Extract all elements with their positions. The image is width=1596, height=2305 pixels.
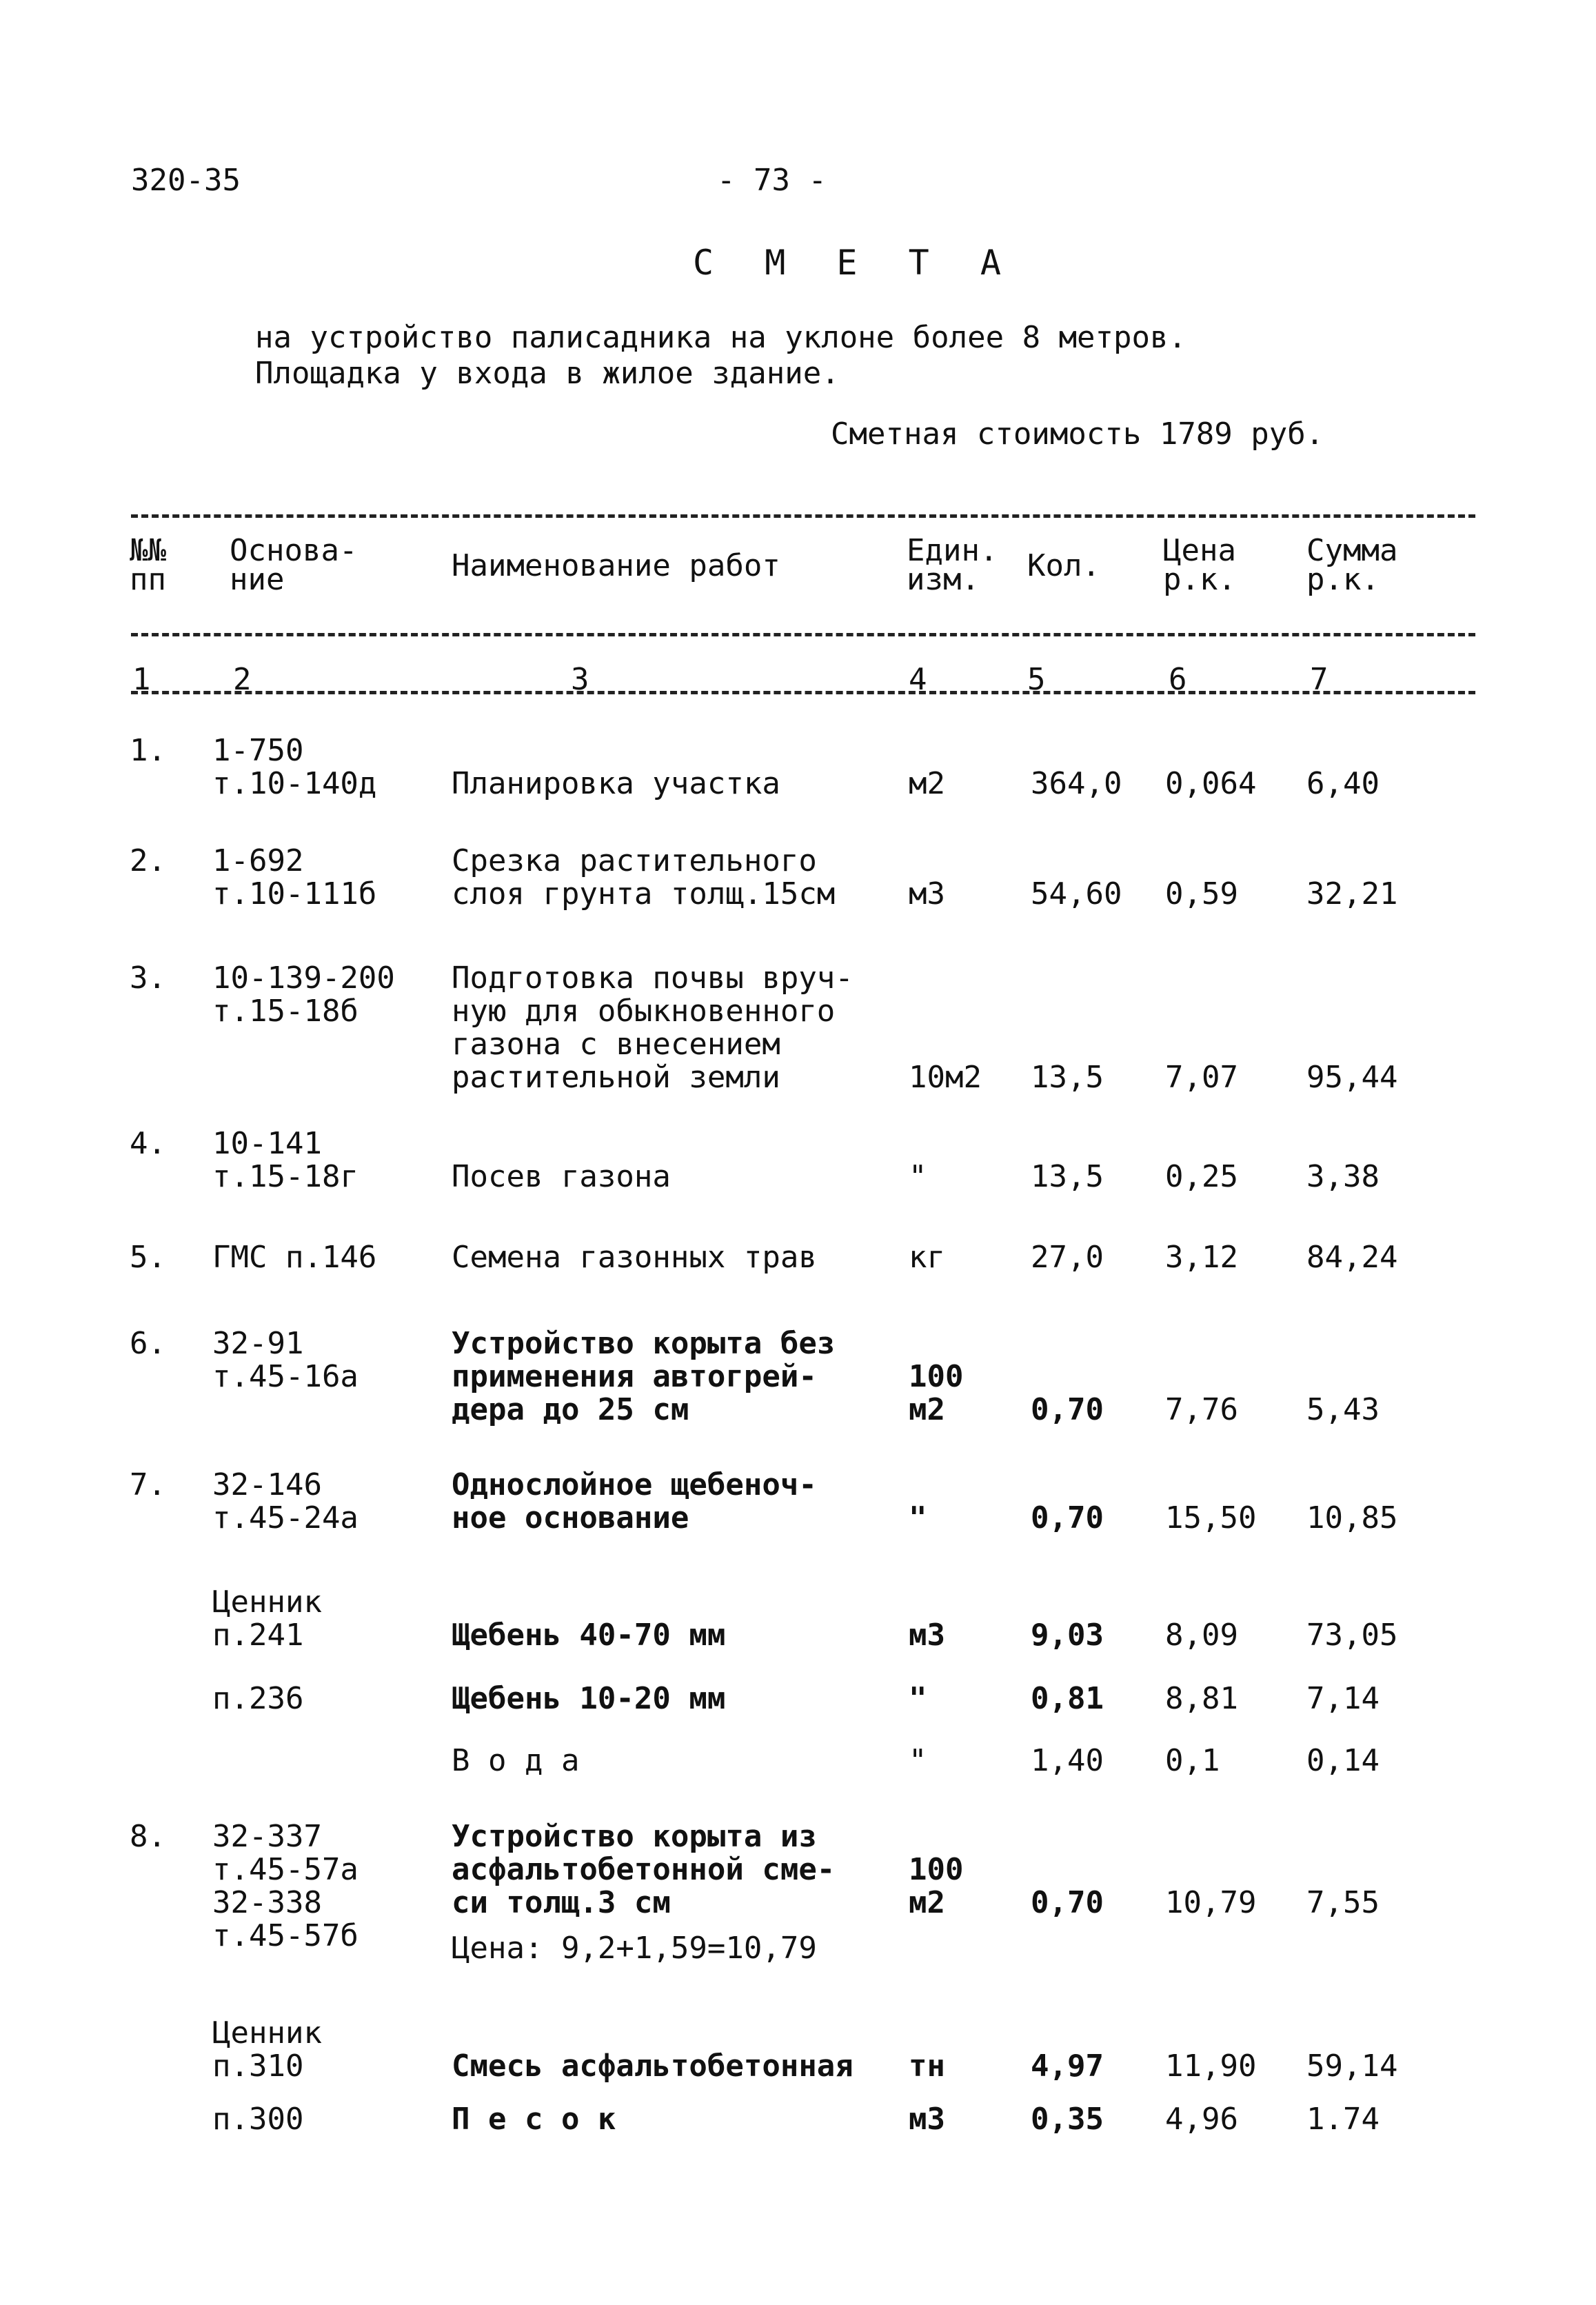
row-unit: м3 xyxy=(909,2102,945,2137)
subtitle-line-1: на устройство палисадника на уклоне более 8 метров. xyxy=(255,320,1187,355)
row-price: 10,79 xyxy=(1165,1885,1257,1920)
row-sum: 0,14 xyxy=(1306,1743,1380,1778)
row-sum: 10,85 xyxy=(1306,1500,1398,1536)
row-sum: 6,40 xyxy=(1306,766,1380,801)
row-quantity: 0,70 xyxy=(1031,1885,1104,1920)
row-basis: 32-338 xyxy=(212,1885,322,1920)
row-basis: 32-91 xyxy=(212,1326,304,1361)
row-basis: 10-139-200 xyxy=(212,960,395,996)
row-unit: тн xyxy=(909,2049,945,2084)
row-work-name: Устройство корыта без xyxy=(452,1326,836,1361)
col-basis-header: Основа- ние xyxy=(230,533,358,597)
col-number-4: 4 xyxy=(909,662,927,697)
row-work-name: слоя грунта толщ.15см xyxy=(452,876,836,912)
col-unit-header: Един. изм. xyxy=(907,533,998,597)
row-sum: 1.74 xyxy=(1306,2102,1380,2137)
col-number-2: 2 xyxy=(233,662,252,697)
row-sum: 7,14 xyxy=(1306,1681,1380,1716)
row-unit: м2 xyxy=(909,1885,945,1920)
row-basis: п.310 xyxy=(212,2049,304,2084)
row-basis: п.300 xyxy=(212,2102,304,2137)
row-unit: 100 xyxy=(909,1852,964,1887)
table-top-rule xyxy=(131,514,1475,518)
row-number: 5. xyxy=(130,1240,166,1275)
row-price: 7,76 xyxy=(1165,1392,1238,1427)
row-basis: т.45-16а xyxy=(212,1359,358,1394)
row-price: 15,50 xyxy=(1165,1500,1257,1536)
col-number-3: 3 xyxy=(571,662,589,697)
row-price: 0,1 xyxy=(1165,1743,1220,1778)
row-basis: т.45-57а xyxy=(212,1852,358,1887)
row-basis: 10-141 xyxy=(212,1126,322,1161)
row-unit: 100 xyxy=(909,1359,964,1394)
row-quantity: 54,60 xyxy=(1031,876,1122,912)
row-basis: т.10-111б xyxy=(212,876,377,912)
row-work-name: Посев газона xyxy=(452,1159,671,1194)
row-price: 0,064 xyxy=(1165,766,1257,801)
row-sum: 95,44 xyxy=(1306,1060,1398,1095)
row-unit: м3 xyxy=(909,876,945,912)
row-basis: т.45-24а xyxy=(212,1500,358,1536)
row-basis: 1-692 xyxy=(212,843,304,878)
col-name-header: Наименование работ xyxy=(452,548,780,583)
row-price: 7,07 xyxy=(1165,1060,1238,1095)
row-basis: 32-337 xyxy=(212,1819,322,1854)
row-quantity: 4,97 xyxy=(1031,2049,1104,2084)
row-number: 2. xyxy=(130,843,166,878)
col-number-5: 5 xyxy=(1027,662,1046,697)
row-basis: Ценник xyxy=(212,2015,322,2051)
row-work-name: Щебень 10-20 мм xyxy=(452,1681,726,1716)
row-work-name: Устройство корыта из xyxy=(452,1819,817,1854)
row-work-name: Подготовка почвы вруч- xyxy=(452,960,853,996)
row-work-name: В о д а xyxy=(452,1743,580,1778)
row-work-name: Смесь асфальтобетонная xyxy=(452,2049,853,2084)
row-work-name: си толщ.3 см xyxy=(452,1885,671,1920)
row-sum: 5,43 xyxy=(1306,1392,1380,1427)
row-price-note: Цена: 9,2+1,59=10,79 xyxy=(452,1931,817,1966)
row-work-name: Щебень 40-70 мм xyxy=(452,1618,726,1653)
row-basis: 1-750 xyxy=(212,733,304,768)
row-work-name: применения автогрей- xyxy=(452,1359,817,1394)
row-work-name: дера до 25 см xyxy=(452,1392,689,1427)
row-basis: т.15-18б xyxy=(212,994,358,1029)
row-number: 4. xyxy=(130,1126,166,1161)
row-sum: 32,21 xyxy=(1306,876,1398,912)
page-number: - 73 - xyxy=(717,163,827,198)
row-number: 1. xyxy=(130,733,166,768)
row-quantity: 1,40 xyxy=(1031,1743,1104,1778)
row-number: 7. xyxy=(130,1467,166,1502)
row-work-name: растительной земли xyxy=(452,1060,780,1095)
row-number: 8. xyxy=(130,1819,166,1854)
col-number-6: 6 xyxy=(1169,662,1187,697)
row-basis: т.15-18г xyxy=(212,1159,358,1194)
row-unit: " xyxy=(909,1500,927,1536)
row-price: 3,12 xyxy=(1165,1240,1238,1275)
row-sum: 7,55 xyxy=(1306,1885,1380,1920)
col-sum-header: Сумма р.к. xyxy=(1306,533,1398,597)
row-quantity: 0,70 xyxy=(1031,1392,1104,1427)
row-unit: м2 xyxy=(909,1392,945,1427)
row-unit: м2 xyxy=(909,766,945,801)
row-unit: кг xyxy=(909,1240,945,1275)
row-price: 8,81 xyxy=(1165,1681,1238,1716)
row-sum: 73,05 xyxy=(1306,1618,1398,1653)
row-sum: 59,14 xyxy=(1306,2049,1398,2084)
table-header-rule xyxy=(131,633,1475,636)
col-qty-header: Кол. xyxy=(1027,548,1100,583)
row-quantity: 364,0 xyxy=(1031,766,1122,801)
row-work-name: асфальтобетонной сме- xyxy=(452,1852,836,1887)
row-number: 3. xyxy=(130,960,166,996)
table-numbers-rule xyxy=(131,691,1475,694)
row-unit: 10м2 xyxy=(909,1060,982,1095)
row-work-name: П е с о к xyxy=(452,2102,616,2137)
row-basis: 32-146 xyxy=(212,1467,322,1502)
row-quantity: 27,0 xyxy=(1031,1240,1104,1275)
row-unit: " xyxy=(909,1159,927,1194)
row-price: 8,09 xyxy=(1165,1618,1238,1653)
row-unit: " xyxy=(909,1681,927,1716)
row-basis: п.236 xyxy=(212,1681,304,1716)
row-basis: ГМС п.146 xyxy=(212,1240,377,1275)
row-quantity: 13,5 xyxy=(1031,1159,1104,1194)
row-basis: Ценник xyxy=(212,1584,322,1620)
row-quantity: 9,03 xyxy=(1031,1618,1104,1653)
document-code: 320-35 xyxy=(131,163,241,198)
row-number: 6. xyxy=(130,1326,166,1361)
col-number-7: 7 xyxy=(1310,662,1329,697)
row-basis: т.10-140д xyxy=(212,766,377,801)
subtitle-line-2: Площадка у входа в жилое здание. xyxy=(255,356,840,391)
col-number-header: №№ пп xyxy=(130,533,166,597)
row-quantity: 0,35 xyxy=(1031,2102,1104,2137)
row-price: 0,25 xyxy=(1165,1159,1238,1194)
row-basis: т.45-57б xyxy=(212,1918,358,1953)
row-quantity: 0,81 xyxy=(1031,1681,1104,1716)
document-title: С М Е Т А xyxy=(693,243,1016,283)
row-work-name: ную для обыкновенного xyxy=(452,994,836,1029)
estimated-cost: Сметная стоимость 1789 руб. xyxy=(831,416,1324,452)
row-work-name: Срезка растительного xyxy=(452,843,817,878)
row-work-name: ное основание xyxy=(452,1500,689,1536)
row-work-name: газона с внесением xyxy=(452,1027,780,1062)
col-price-header: Цена р.к. xyxy=(1163,533,1236,597)
row-price: 0,59 xyxy=(1165,876,1238,912)
row-price: 11,90 xyxy=(1165,2049,1257,2084)
row-work-name: Семена газонных трав xyxy=(452,1240,817,1275)
row-work-name: Планировка участка xyxy=(452,766,780,801)
row-sum: 3,38 xyxy=(1306,1159,1380,1194)
row-work-name: Однослойное щебеноч- xyxy=(452,1467,817,1502)
row-unit: м3 xyxy=(909,1618,945,1653)
row-sum: 84,24 xyxy=(1306,1240,1398,1275)
row-basis: п.241 xyxy=(212,1618,304,1653)
row-unit: " xyxy=(909,1743,927,1778)
row-price: 4,96 xyxy=(1165,2102,1238,2137)
col-number-1: 1 xyxy=(132,662,151,697)
row-quantity: 0,70 xyxy=(1031,1500,1104,1536)
row-quantity: 13,5 xyxy=(1031,1060,1104,1095)
